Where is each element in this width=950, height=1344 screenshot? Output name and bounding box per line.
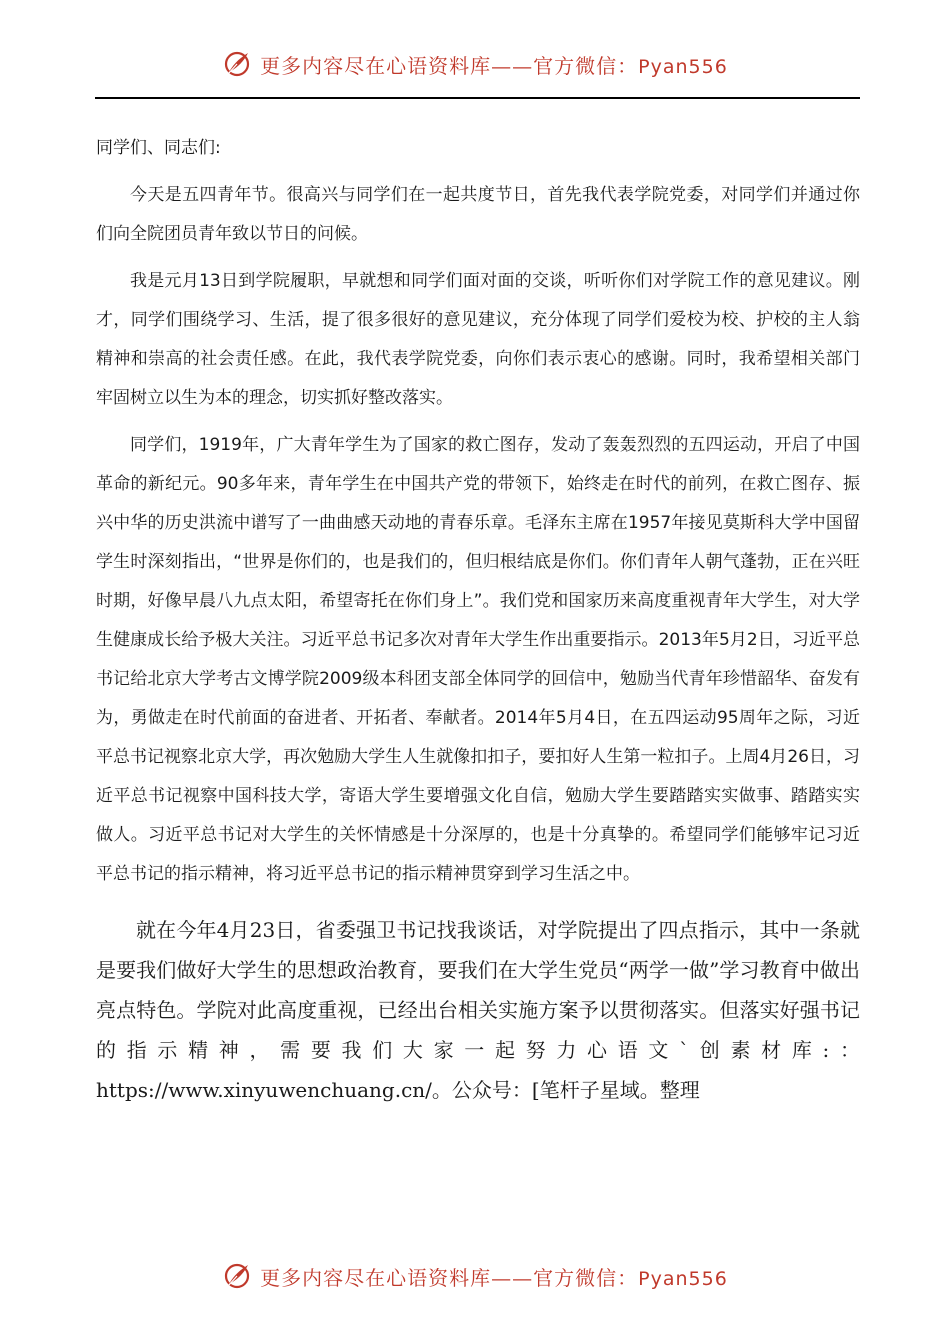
paragraph-2: 我是元月13日到学院履职，早就想和同学们面对面的交谈，听听你们对学院工作的意见建议。刚才，同学们围绕学习、生活，提了很多很好的意见建议，充分体现了同学们爱校为校、护校的主人翁精神和崇高的社会责任感。在此，我代表学院党委，向你们表示衷心的感谢。同时，我希望相关部门牢固树立以生为本的理念，切实抓好整改落实。: [96, 271, 860, 408]
header-banner-text: [260, 50, 728, 79]
footer-banner: [0, 1256, 950, 1296]
header-banner-title: 更多内容尽在心语资料库: [260, 53, 492, 78]
paragraph-4: 就在今年4月23日，省委强卫书记找我谈话，对学院提出了四点指示，其中一条就是要我们做好大学生的思想政治教育，要我们在大学生党员“两学一做”学习教育中做出亮点特色。学院对此高度重视，已经出台相关实施方案予以贯彻落实。但落实好强书记的指示精神，需要我们大家一起努力心语文`创素材库:：https://www.xinyuwenchuang.cn/。公众号：[笔杆子星域。整理: [96, 918, 860, 1102]
footer-banner-id: Pyan556: [638, 1267, 728, 1290]
paragraph-3: 同学们，1919年，广大青年学生为了国家的救亡图存，发动了轰轰烈烈的五四运动，开启了中国革命的新纪元。90多年来，青年学生在中国共产党的带领下，始终走在时代的前列，在救亡图存、振兴中华的历史洪流中谱写了一曲曲感天动地的青春乐章。毛泽东主席在1957年接见莫斯科大学中国留学生时深刻指出，“世界是你们的，也是我们的，但归根结底是你们。你们青年人朝气蓬勃，正在兴旺时期，好像早晨八九点太阳，希望寄托在你们身上”。我们党和国家历来高度重视青年大学生，对大学生健康成长给予极大关注。习近平总书记多次对青年大学生作出重要指示。2013年5月2日，习近平总书记给北京大学考古文博学院2009级本科团支部全体同学的回信中，勉励当代青年珍惜韶华、奋发有为，勇做走在时代前面的奋进者、开拓者、奉献者。2014年5月4日，在五四运动95周年之际，习近平总书记视察北京大学，再次勉励大学生人生就像扣扣子，要扣好人生第一粒扣子。上周4月26日，习近平总书记视察中国科技大学，寄语大学生要增强文化自信，勉励大学生要踏踏实实做事、踏踏实实做人。习近平总书记对大学生的关怀情感是十分深厚的，也是十分真挚的。希望同学们能够牢记习近平总书记的指示精神，将习近平总书记的指示精神贯穿到学习生活之中。: [96, 435, 860, 884]
header-banner-dash: ——: [491, 53, 534, 78]
footer-banner-title: 更多内容尽在心语资料库: [260, 1265, 492, 1290]
footer-banner-dash: ——: [491, 1265, 534, 1290]
paragraph-1: 今天是五四青年节。很高兴与同学们在一起共度节日，首先我代表学院党委，对同学们并通过你们向全院团员青年致以节日的问候。: [96, 185, 860, 244]
salutation: 同学们、同志们:: [96, 138, 221, 158]
header-banner: [0, 44, 950, 84]
header-banner-id: Pyan556: [638, 55, 728, 78]
document-body: [96, 120, 860, 1110]
feather-pen-logo-icon: [222, 49, 252, 79]
footer-banner-text: [260, 1262, 728, 1291]
header-banner-official: 官方微信：: [533, 53, 639, 78]
footer-banner-official: 官方微信：: [533, 1265, 639, 1290]
feather-pen-logo-icon: [222, 1261, 252, 1291]
header-divider: [95, 97, 860, 99]
